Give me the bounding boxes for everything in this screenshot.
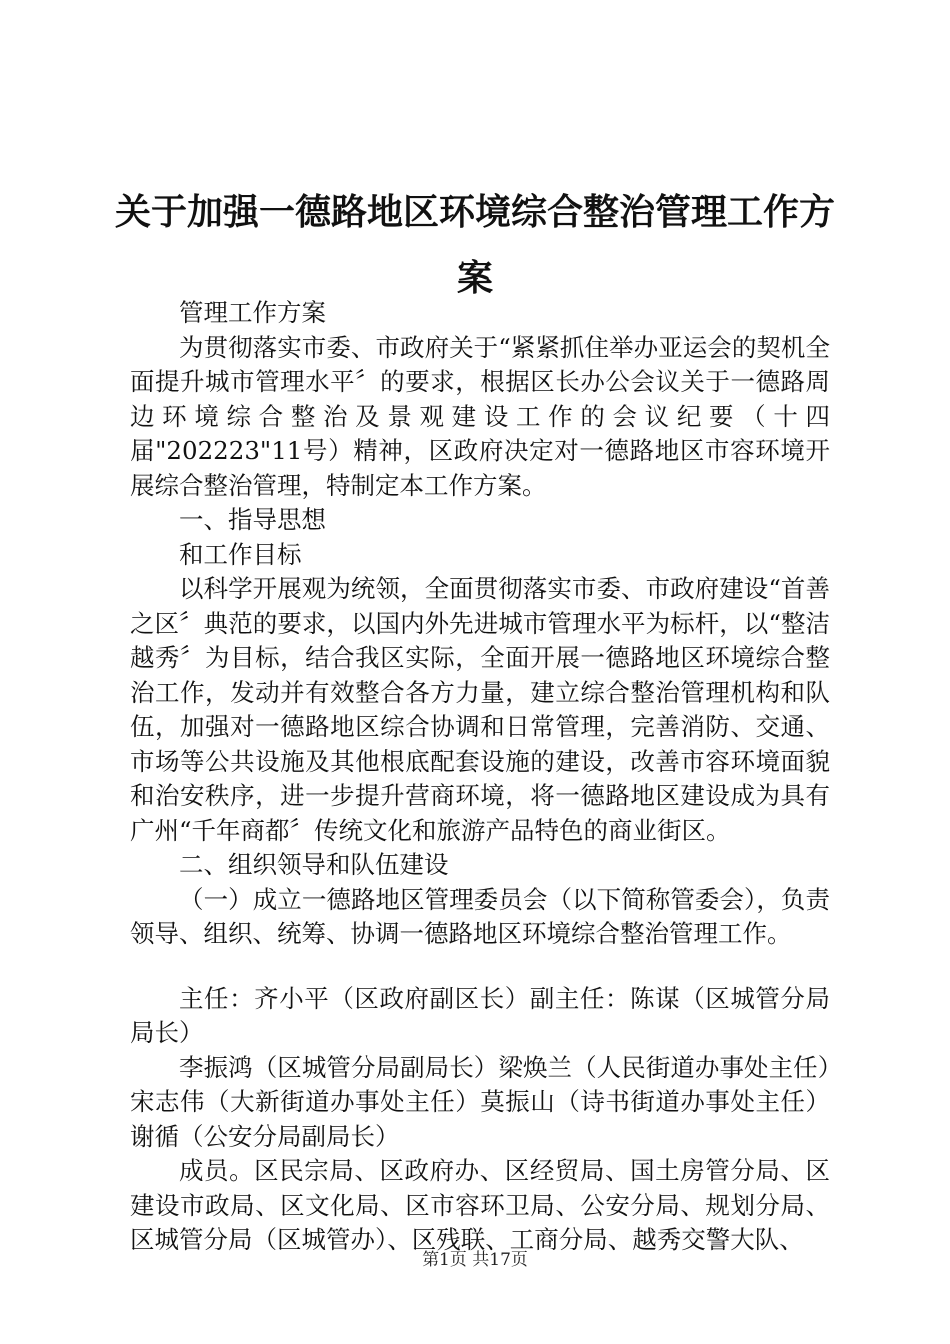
paragraph-subtitle: 管理工作方案 (179, 298, 326, 327)
heading-guiding-ideology: 一、指导思想 (179, 505, 326, 534)
page-footer: 第1页 共17页 (422, 1250, 528, 1270)
document-body (130, 296, 830, 1258)
paragraph-committee: （一）成立一德路地区管理委员会（以下简称管委会），负责领导、组织、统筹、协调一德路地区环境综合整治管理工作。 (130, 884, 830, 948)
paragraph-gap (130, 952, 830, 982)
paragraph-intro: 为贯彻落实市委、市政府关于“紧紧抓住举办亚运会的契机全面提升城市管理水平〞的要求，根据区长办公会议关于一德路周边环境综合整治及景观建设工作的会议纪要（十四届"202223"11号）精神，区政府决定对一德路地区市容环境开展综合整治管理，特制定本工作方案。 (130, 332, 830, 500)
heading-work-goals: 和工作目标 (179, 539, 302, 569)
paragraph-guiding-ideology: 以科学开展观为统领，全面贯彻落实市委、市政府建设“首善之区〞典范的要求，以国内外先进城市管理水平为标杆，以“整洁越秀〞为目标，结合我区实际，全面开展一德路地区环境综合整治工作，发动并有效整合各方力量，建立综合整治管理机构和队伍，加强对一德路地区综合协调和日常管理，完善消防、交通、市场等公共设施及其他根底配套设施的建设，改善市容环境面貌和治安秩序，进一步提升营商环境，将一德路地区建设成为具有广州“千年商都〞传统文化和旅游产品特色的商业街区。 (130, 574, 830, 845)
heading-organization: 二、组织领导和队伍建设 (179, 850, 449, 879)
paragraph-members: 成员。区民宗局、区政府办、区经贸局、国土房管分局、区建设市政局、区文化局、区市容环卫局、公安分局、规划分局、区城管分局（区城管办）、区残联、工商分局、越秀交警大队、 (130, 1156, 830, 1254)
paragraph-deputies: 李振鸿（区城管分局副局长）梁焕兰（人民街道办事处主任）宋志伟（大新街道办事处主任）莫振山（诗书街道办事处主任）谢循（公安分局副局长） (130, 1052, 830, 1151)
paragraph-director: 主任：齐小平（区政府副区长）副主任：陈谋（区城管分局局长） (130, 983, 830, 1047)
document-title: 关于加强一德路地区环境综合整治管理工作方案 (114, 192, 835, 299)
